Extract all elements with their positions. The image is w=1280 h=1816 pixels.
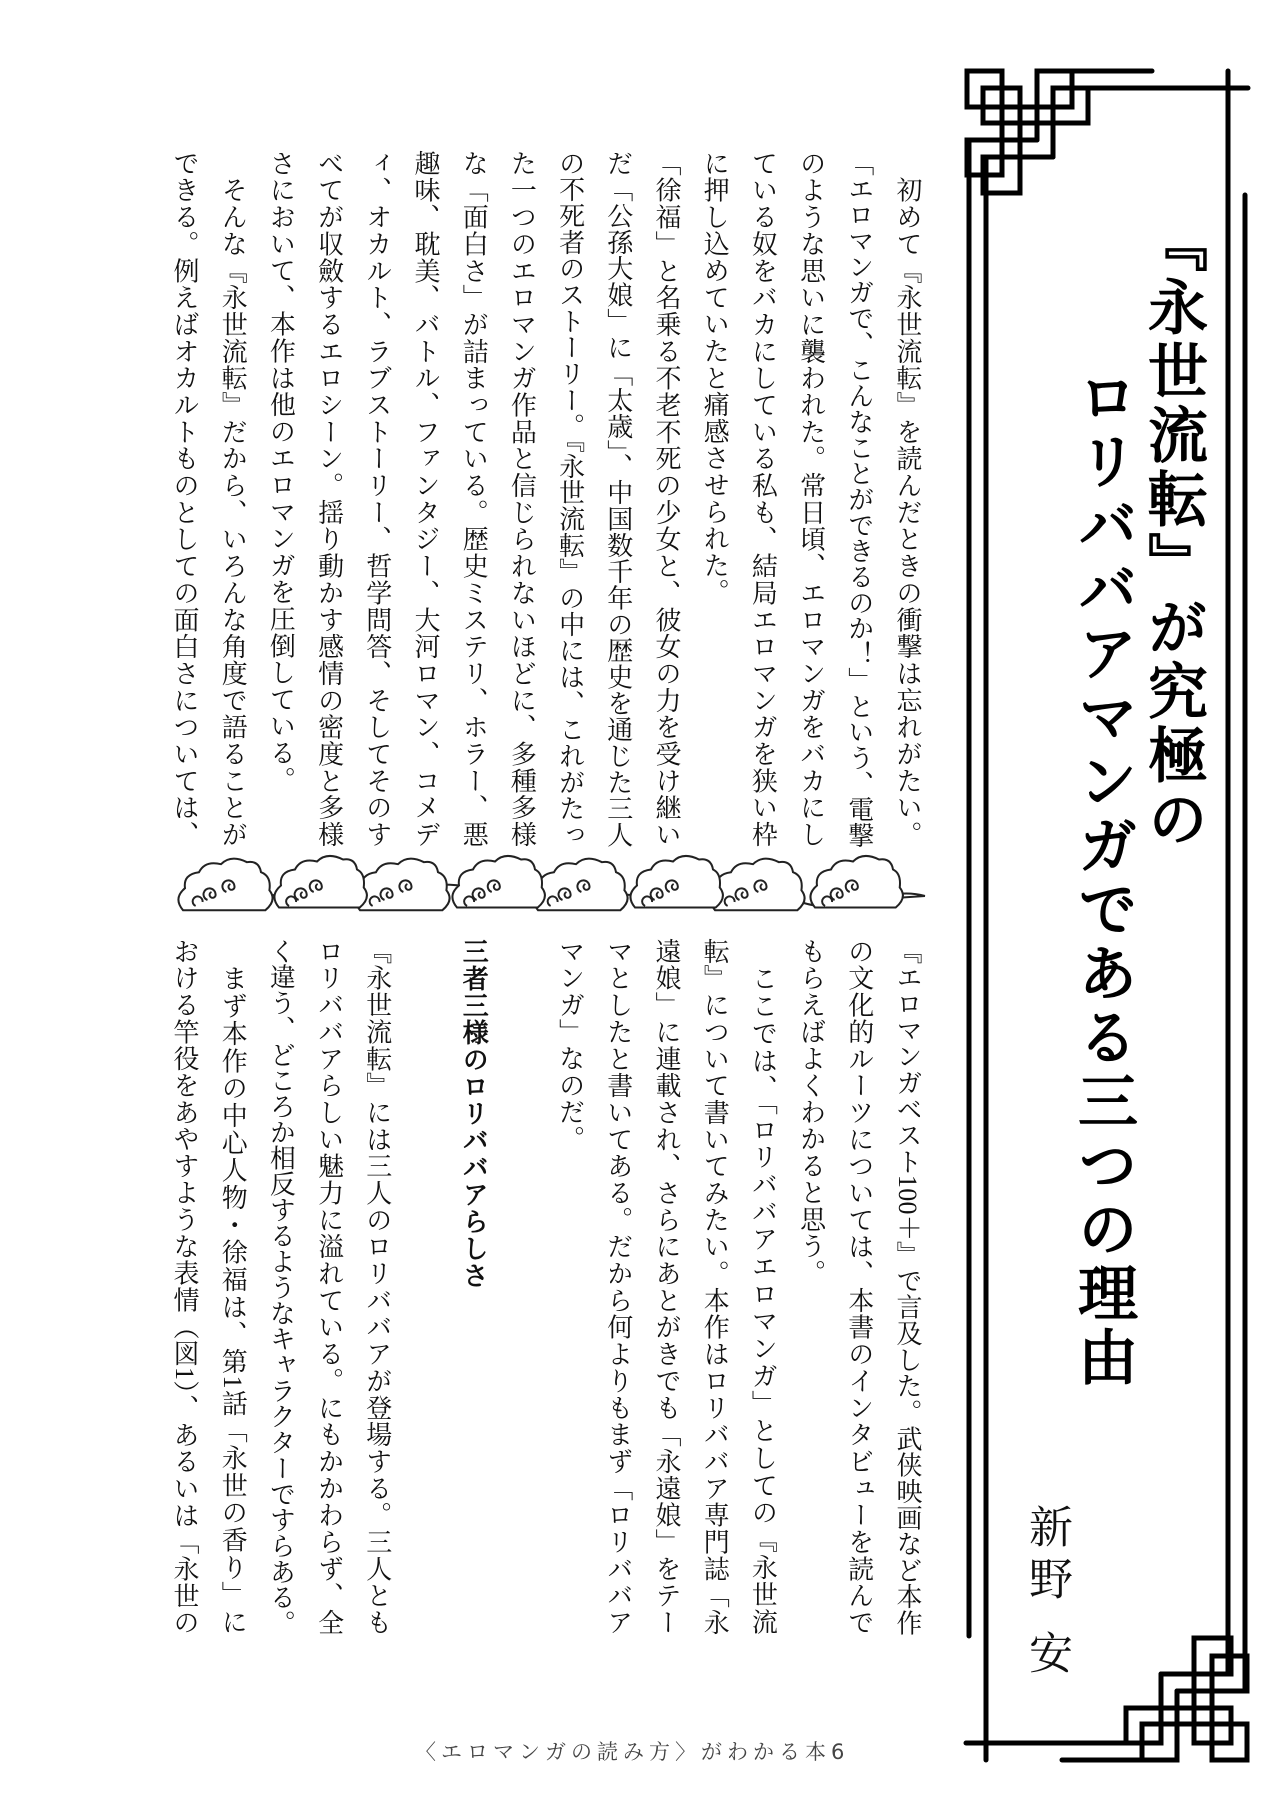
section-heading: 三者三様のロリババアらしさ <box>458 938 489 1289</box>
text-column: そんな『永世流転』だから、いろんな角度で語ることが <box>218 150 248 848</box>
text-column: マとしたと書いてある。だから何よりもまず「ロリババア <box>603 938 633 1636</box>
text-column: さにおいて、本作は他のエロマンガを圧倒している。 <box>266 150 296 794</box>
article-title-line-2: ロリババアマンガである三つの理由 <box>1068 366 1138 1390</box>
text-column: な「面白さ」が詰まっている。歴史ミステリ、ホラー、悪 <box>459 150 489 848</box>
article-title-line-1: 『永世流転』が究極の <box>1138 212 1208 852</box>
author-name: 新野 安 <box>1021 1504 1072 1682</box>
text-column: 初めて『永世流転』を読んだときの衝撃は忘れがたい。 <box>893 150 922 848</box>
text-column: の文化的ルーツについては、本書のインタビューを読んで <box>844 938 874 1636</box>
text-column: 転』について書いてみたい。本作はロリババア専門誌「永 <box>700 938 730 1636</box>
text-column: ロリババアらしい魅力に溢れている。にもかかわらず、全 <box>314 938 344 1636</box>
text-column: 遠娘」に連載され、さらにあとがきでも「永遠娘」をテー <box>652 938 681 1636</box>
text-column: おける竿役をあやすような表情（図1）、あるいは「永世の <box>170 938 199 1636</box>
cloud-ornament <box>178 856 925 910</box>
text-column: まず本作の中心人物・徐福は、第1話「永世の香り」に <box>218 938 248 1636</box>
text-column: もらえばよくわかると思う。 <box>796 938 826 1287</box>
text-column: のような思いに襲われた。常日頃、エロマンガをバカにし <box>796 150 826 848</box>
text-column: だ「公孫大娘」に「太歳」、中国数千年の歴史を通じた三人 <box>603 150 633 848</box>
text-column: できる。例えばオカルトものとしての面白さについては、 <box>170 150 199 848</box>
page-footer: 〈エロマンガの読み方〉がわかる本6 <box>415 1740 850 1764</box>
text-column: ィ、オカルト、ラブストーリー、哲学問答、そしてそのす <box>362 150 392 848</box>
text-column: べてが収斂するエロシーン。揺り動かす感情の密度と多様 <box>314 150 344 848</box>
text-column: 趣味、耽美、バトル、ファンタジー、大河ロマン、コメデ <box>411 150 440 848</box>
text-column: た一つのエロマンガ作品と信じられないほどに、多種多様 <box>507 150 537 848</box>
text-column: く違う、どころか相反するようなキャラクターですらある。 <box>266 938 296 1636</box>
text-column: ここでは、「ロリババアエロマンガ」としての『永世流 <box>748 938 778 1636</box>
text-column: 『エロマンガベスト100＋』で言及した。武侠映画など本作 <box>893 938 922 1636</box>
text-column: 「徐福」と名乗る不老不死の少女と、彼女の力を受け継い <box>652 150 681 848</box>
text-column: 「エロマンガで、こんなことができるのか！」という、電撃 <box>844 150 874 848</box>
text-column: ている奴をバカにしている私も、結局エロマンガを狭い枠 <box>748 150 778 848</box>
text-column: 『永世流転』には三人のロリババアが登場する。三人とも <box>362 938 392 1636</box>
text-column: マンガ」なのだ。 <box>555 938 585 1153</box>
text-column: の不死者のストーリー。『永世流転』の中には、これがたっ <box>555 150 585 848</box>
text-column: に押し込めていたと痛感させられた。 <box>700 150 730 606</box>
